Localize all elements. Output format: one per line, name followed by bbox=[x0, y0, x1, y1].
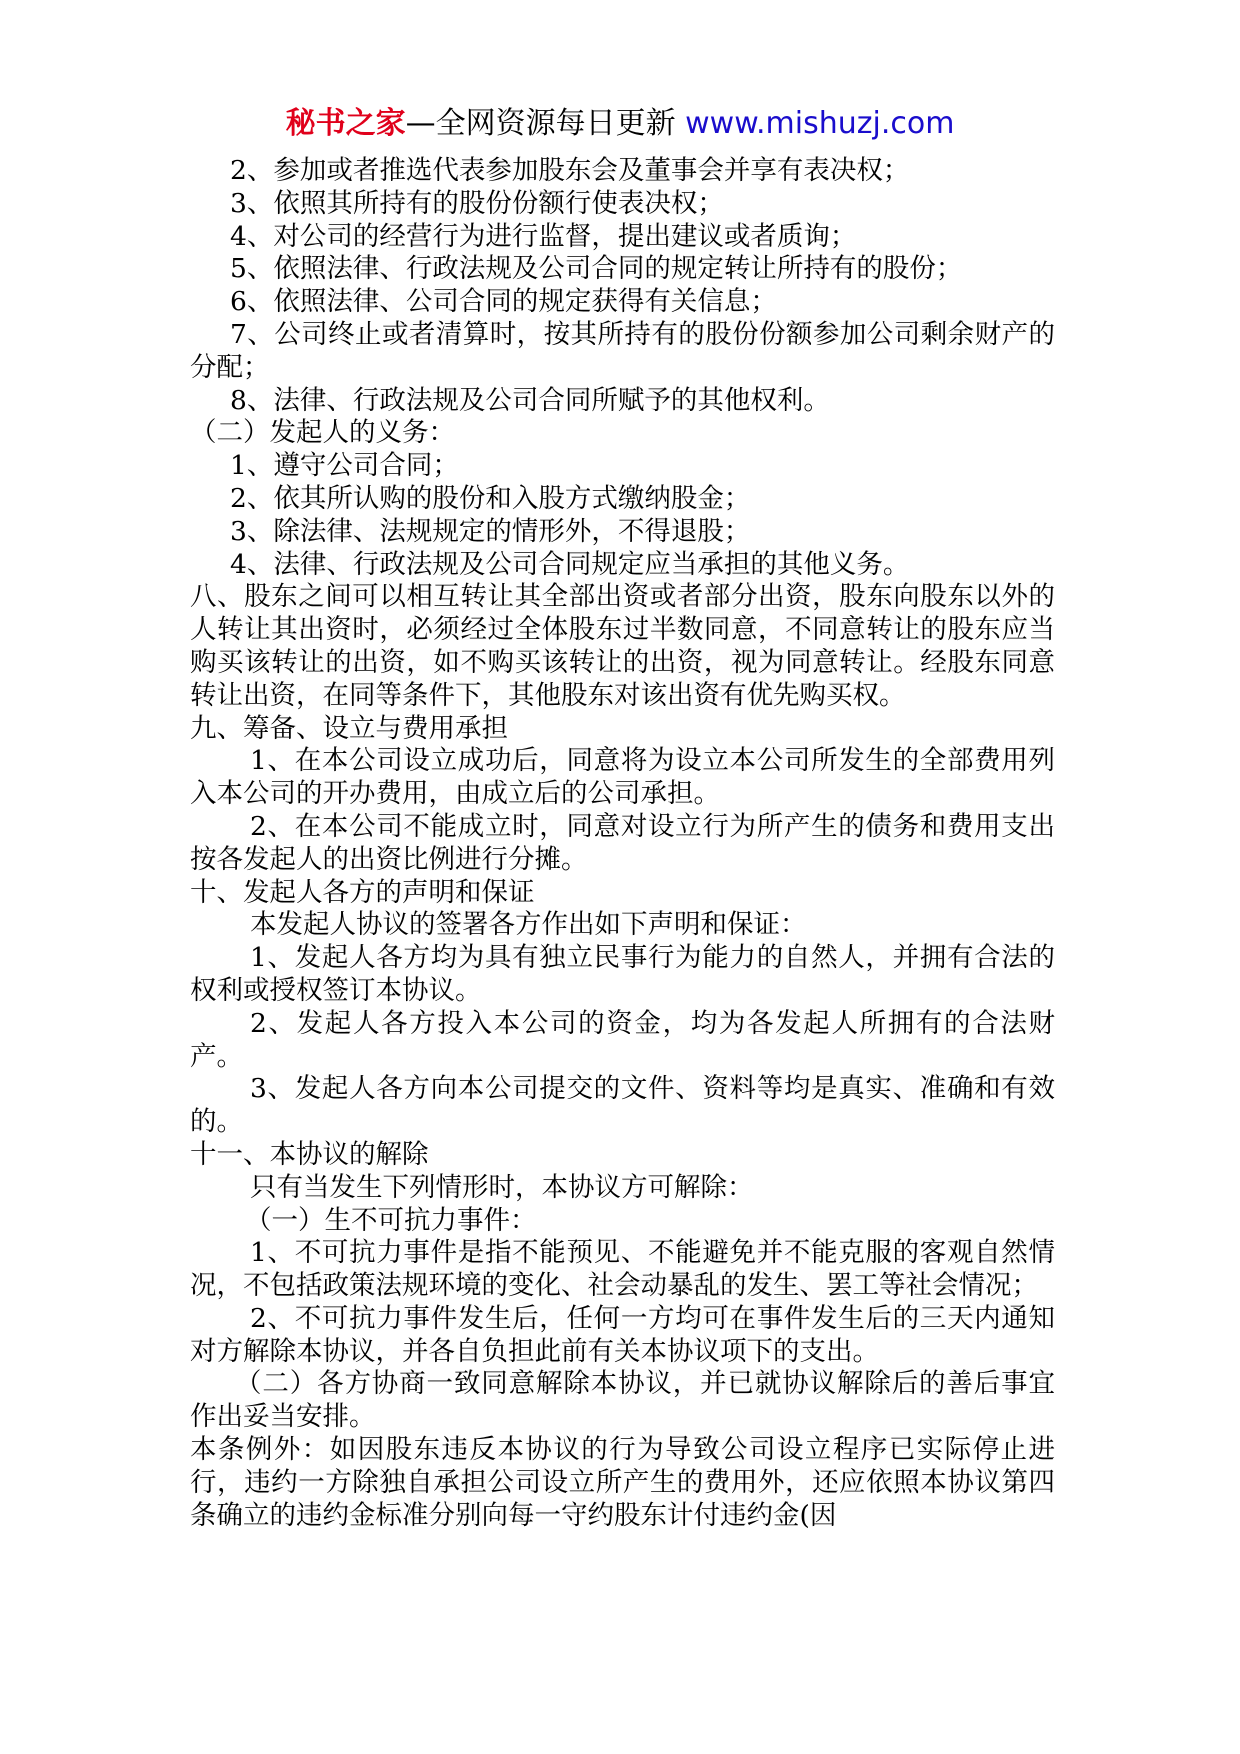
document-paragraph: （二）各方协商一致同意解除本协议，并已就协议解除后的善后事宜作出妥当安排。 bbox=[190, 1368, 1055, 1433]
document-paragraph: 1、遵守公司合同； bbox=[230, 450, 459, 482]
header-brand: 秘书之家 bbox=[285, 106, 406, 141]
document-paragraph: 本发起人协议的签署各方作出如下声明和保证： bbox=[250, 909, 807, 941]
document-paragraph: 1、发起人各方均为具有独立民事行为能力的自然人，并拥有合法的权利或授权签订本协议。 bbox=[190, 942, 1055, 1006]
header-site-link[interactable]: www.mishuzj.com bbox=[685, 106, 955, 141]
document-paragraph: 5、依照法律、行政法规及公司合同的规定转让所持有的股份； bbox=[230, 253, 963, 285]
document-paragraph: 2、在本公司不能成立时，同意对设立行为所产生的债务和费用支出按各发起人的出资比例进行分摊。 bbox=[190, 810, 1055, 875]
document-paragraph: 6、依照法律、公司合同的规定获得有关信息； bbox=[230, 286, 777, 318]
document-paragraph: （二）发起人的义务： bbox=[190, 417, 455, 449]
document-paragraph: 8、法律、行政法规及公司合同所赋予的其他权利。 bbox=[230, 384, 830, 416]
document-paragraph: 只有当发生下列情形时，本协议方可解除： bbox=[250, 1171, 754, 1203]
document-paragraph: 1、不可抗力事件是指不能预见、不能避免并不能克服的客观自然情况，不包括政策法规环境的变化、社会动暴乱的发生、罢工等社会情况； bbox=[190, 1237, 1055, 1302]
document-paragraph: 3、依照其所持有的股份份额行使表决权； bbox=[230, 187, 724, 219]
document-paragraph: 3、除法律、法规规定的情形外，不得退股； bbox=[230, 515, 751, 547]
document-paragraph: 1、在本公司设立成功后，同意将为设立本公司所发生的全部费用列入本公司的开办费用，由成立后的公司承担。 bbox=[190, 745, 1055, 810]
document-body bbox=[190, 155, 1055, 1532]
document-paragraph: 2、发起人各方投入本公司的资金，均为各发起人所拥有的合法财产。 bbox=[190, 1007, 1055, 1072]
document-paragraph: 4、对公司的经营行为进行监督，提出建议或者质询； bbox=[230, 220, 857, 252]
document-paragraph: 4、法律、行政法规及公司合同规定应当承担的其他义务。 bbox=[230, 548, 910, 580]
document-paragraph: 本条例外：如因股东违反本协议的行为导致公司设立程序已实际停止进行，违约一方除独自承担公司设立所产生的费用外，还应依照本协议第四条确立的违约金标准分别向每一守约股东计付违约金(因 bbox=[190, 1434, 1055, 1531]
page-header bbox=[0, 104, 1240, 144]
document-paragraph: （一）生不可抗力事件： bbox=[245, 1204, 537, 1236]
document-paragraph: 十、发起人各方的声明和保证 bbox=[190, 876, 535, 908]
header-slogan: —全网资源每日更新 bbox=[405, 106, 676, 141]
document-paragraph: 九、筹备、设立与费用承担 bbox=[190, 712, 508, 744]
document-paragraph: 2、参加或者推选代表参加股东会及董事会并享有表决权； bbox=[230, 155, 910, 186]
document-paragraph: 八、股东之间可以相互转让其全部出资或者部分出资，股东向股东以外的人转让其出资时，必须经过全体股东过半数同意，不同意转让的股东应当购买该转让的出资，如不购买该转让的出资，视为同意转让。经股东同意转让出资，在同等条件下，其他股东对该出资有优先购买权。 bbox=[190, 581, 1055, 711]
document-paragraph: 7、公司终止或者清算时，按其所持有的股份份额参加公司剩余财产的分配； bbox=[190, 318, 1055, 383]
document-paragraph: 3、发起人各方向本公司提交的文件、资料等均是真实、准确和有效的。 bbox=[190, 1073, 1055, 1138]
document-paragraph: 2、依其所认购的股份和入股方式缴纳股金； bbox=[230, 482, 751, 514]
document-paragraph: 十一、本协议的解除 bbox=[190, 1138, 429, 1170]
document-paragraph: 2、不可抗力事件发生后，任何一方均可在事件发生后的三天内通知对方解除本协议，并各自负担此前有关本协议项下的支出。 bbox=[190, 1302, 1055, 1367]
